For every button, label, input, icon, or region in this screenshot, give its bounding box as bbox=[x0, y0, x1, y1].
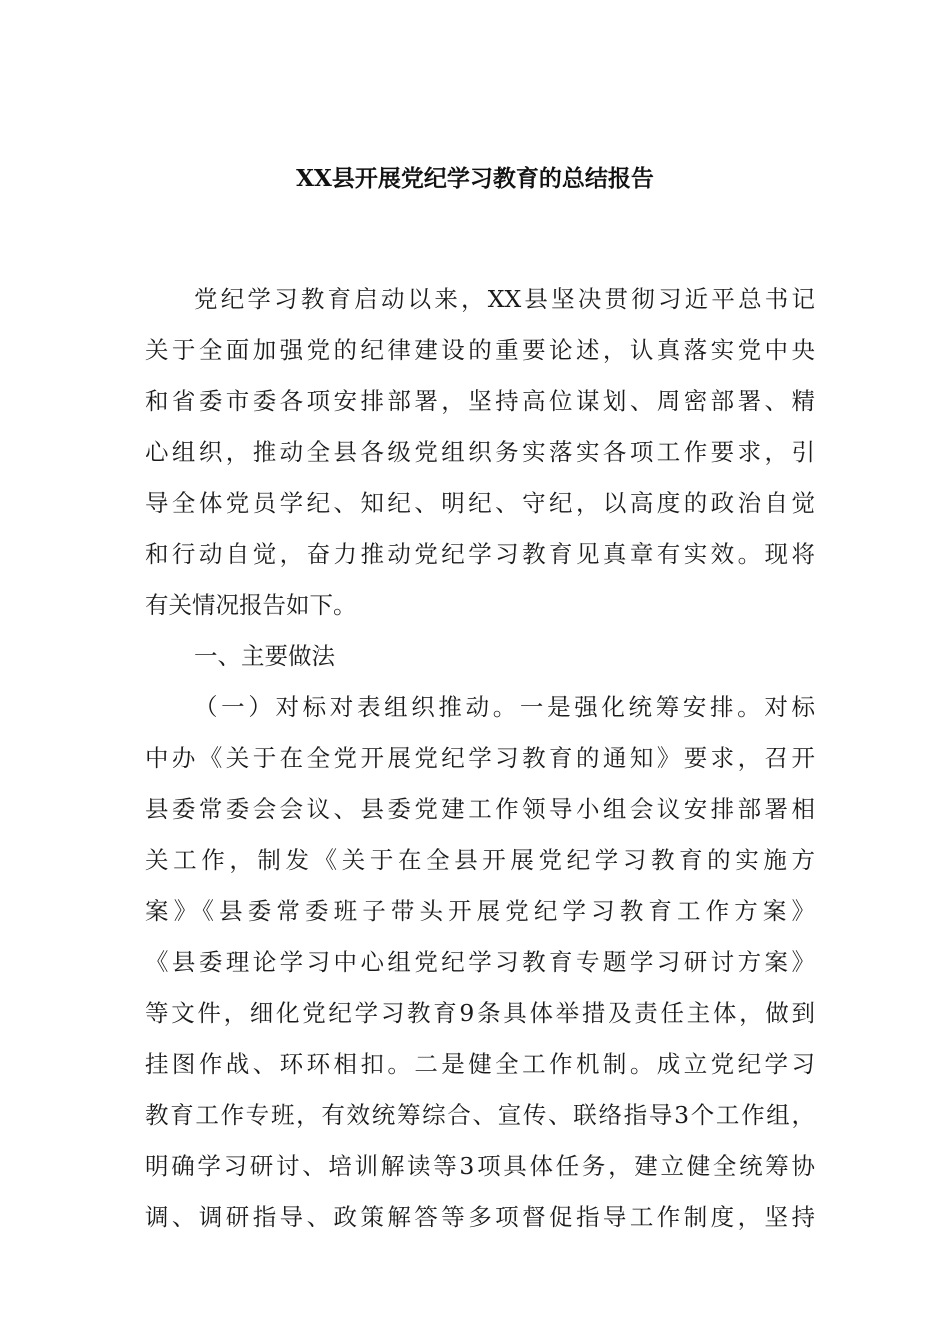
paragraph-line: （一）对标对表组织推动。一是强化统筹安排。对标 bbox=[194, 693, 815, 721]
paragraph-line: 和行动自觉，奋力推动党纪学习教育见真章有实效。现将 bbox=[145, 540, 815, 568]
paragraph-line: 关工作，制发《关于在全县开展党纪学习教育的实施方 bbox=[145, 846, 815, 874]
paragraph-line: 中办《关于在全党开展党纪学习教育的通知》要求，召开 bbox=[145, 744, 815, 772]
paragraph-line: 案》《县委常委班子带头开展党纪学习教育工作方案》 bbox=[145, 897, 815, 925]
paragraph-line: 调、调研指导、政策解答等多项督促指导工作制度，坚持 bbox=[145, 1203, 815, 1231]
paragraph-line: 和省委市委各项安排部署，坚持高位谋划、周密部署、精 bbox=[145, 387, 815, 415]
paragraph-line: 心组织，推动全县各级党组织务实落实各项工作要求，引 bbox=[145, 438, 815, 466]
document-title: XX县开展党纪学习教育的总结报告 bbox=[296, 165, 654, 192]
paragraph-line: 导全体党员学纪、知纪、明纪、守纪，以高度的政治自觉 bbox=[145, 489, 815, 517]
paragraph-line: 明确学习研讨、培训解读等3项具体任务，建立健全统筹协 bbox=[145, 1152, 815, 1180]
paragraph-line: 挂图作战、环环相扣。二是健全工作机制。成立党纪学习 bbox=[145, 1050, 815, 1078]
paragraph-line: 党纪学习教育启动以来，XX县坚决贯彻习近平总书记 bbox=[194, 285, 815, 313]
section-heading: 一、主要做法 bbox=[194, 642, 335, 670]
paragraph-line: 等文件，细化党纪学习教育9条具体举措及责任主体，做到 bbox=[145, 999, 815, 1027]
paragraph-line: 关于全面加强党的纪律建设的重要论述，认真落实党中央 bbox=[145, 336, 815, 364]
paragraph-line: 《县委理论学习中心组党纪学习教育专题学习研讨方案》 bbox=[145, 948, 815, 976]
paragraph-line: 县委常委会会议、县委党建工作领导小组会议安排部署相 bbox=[145, 795, 815, 823]
paragraph-line: 有关情况报告如下。 bbox=[145, 591, 357, 619]
paragraph-line: 教育工作专班，有效统筹综合、宣传、联络指导3个工作组， bbox=[145, 1101, 815, 1129]
